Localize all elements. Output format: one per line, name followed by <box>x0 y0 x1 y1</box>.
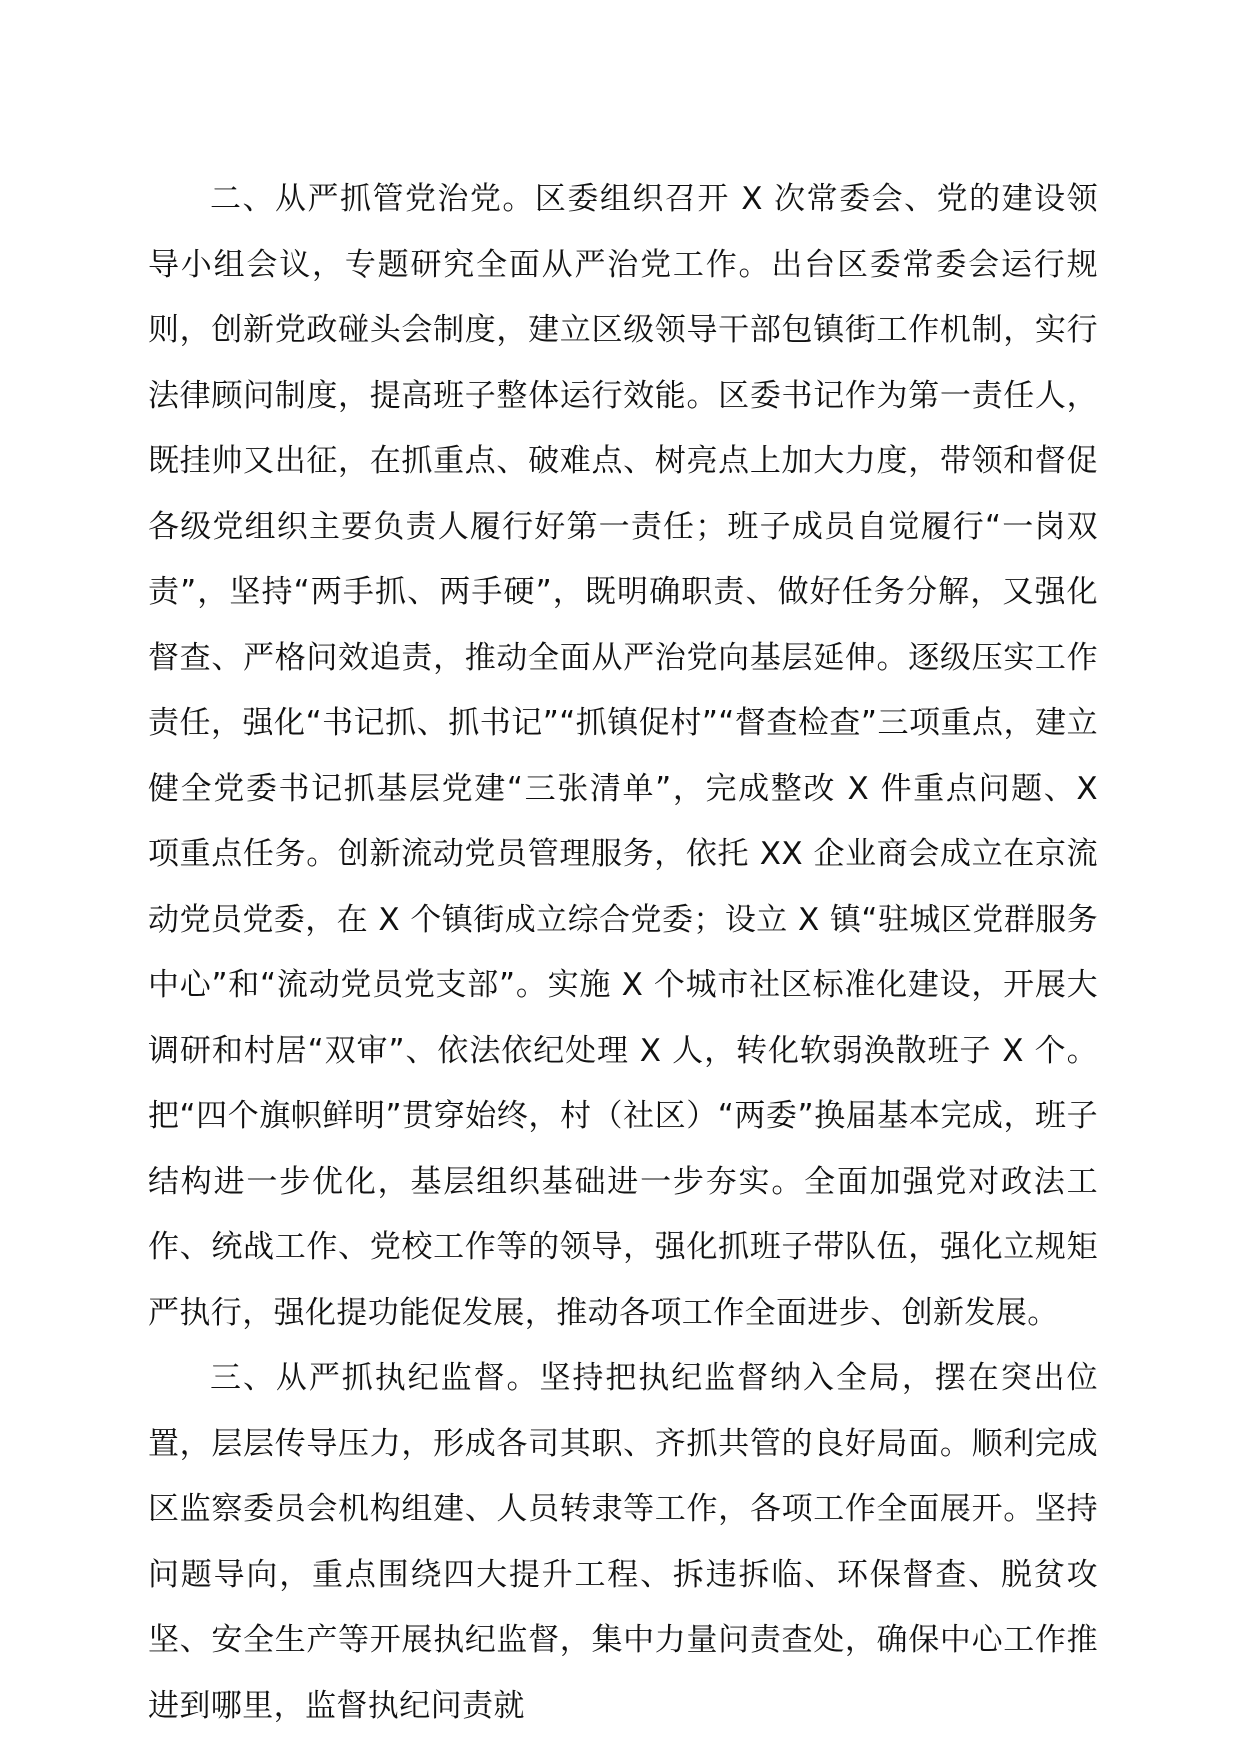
paragraph-discipline-supervision: 三、从严抓执纪监督。坚持把执纪监督纳入全局，摆在突出位置，层层传导压力，形成各司其职、齐抓共管的良好局面。顺利完成区监察委员会机构组建、人员转隶等工作，各项工作全面展开。坚持问题导向，重点围绕四大提升工程、拆违拆临、环保督查、脱贫攻坚、安全生产等开展执纪监督，集中力量问责查处，确保中心工作推进到哪里，监督执纪问责就 <box>148 1360 1098 1724</box>
document-body <box>148 167 1098 1739</box>
paragraph-party-governance: 二、从严抓管党治党。区委组织召开 X 次常委会、党的建设领导小组会议，专题研究全面从严治党工作。出台区委常委会运行规则，创新党政碰头会制度，建立区级领导干部包镇街工作机制，实行法律顾问制度，提高班子整体运行效能。区委书记作为第一责任人，既挂帅又出征，在抓重点、破难点、树亮点上加大力度，带领和督促各级党组织主要负责人履行好第一责任；班子成员自觉履行“一岗双责”，坚持“两手抓、两手硬”，既明确职责、做好任务分解，又强化督查、严格问效追责，推动全面从严治党向基层延伸。逐级压实工作责任，强化“书记抓、抓书记”“抓镇促村”“督查检查”三项重点，建立健全党委书记抓基层党建“三张清单”，完成整改 X 件重点问题、X 项重点任务。创新流动党员管理服务，依托 XX 企业商会成立在京流动党员党委，在 X 个镇街成立综合党委；设立 X 镇“驻城区党群服务中心”和“流动党员党支部”。实施 X 个城市社区标准化建设，开展大调研和村居“双审”、依法依纪处理 X 人，转化软弱涣散班子 X 个。把“四个旗帜鲜明”贯穿始终，村（社区）“两委”换届基本完成，班子结构进一步优化，基层组织基础进一步夯实。全面加强党对政法工作、统战工作、党校工作等的领导，强化抓班子带队伍，强化立规矩严执行，强化提功能促发展，推动各项工作全面进步、创新发展。 <box>148 181 1098 1331</box>
